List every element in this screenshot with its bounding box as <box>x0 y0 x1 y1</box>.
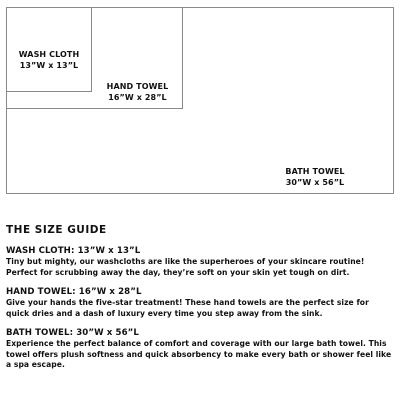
size-entry-description: Tiny but mighty, our washcloths are like the superheroes of your skincare routine! Perfect for scrubbing away the day, they’re soft on your skin yet tough on dirt. <box>6 257 365 277</box>
bath-towel-size: 30”W x 56”L <box>285 178 345 187</box>
size-entry-heading: BATH TOWEL: 30”W x 56”L <box>6 328 139 338</box>
bath-towel-name: BATH TOWEL <box>285 167 345 176</box>
size-guide <box>6 224 394 380</box>
wash-cloth-name: WASH CLOTH <box>18 50 80 59</box>
hand-towel-size: 16”W x 28”L <box>108 93 167 102</box>
size-guide-title: THE SIZE GUIDE <box>6 224 107 236</box>
bath-towel-label <box>260 166 370 188</box>
hand-towel-label <box>92 81 183 103</box>
size-entry-bath-towel <box>6 328 394 371</box>
wash-cloth-label <box>6 49 92 71</box>
size-entry-heading: WASH CLOTH: 13”W x 13”L <box>6 246 141 256</box>
wash-cloth-size: 13”W x 13”L <box>19 61 79 70</box>
size-entry-description: Give your hands the five-star treatment! These hand towels are the perfect size for quick dries and a dash of luxury every time you step away from the sink. <box>6 298 369 318</box>
hand-towel-name: HAND TOWEL <box>106 82 169 91</box>
size-entry-description: Experience the perfect balance of comfort and coverage with our large bath towel. This towel offers plush softness and quick absorbency to make every bath or shower feel like a spa escape. <box>6 339 392 369</box>
size-entry-wash-cloth <box>6 246 394 278</box>
size-entry-heading: HAND TOWEL: 16”W x 28”L <box>6 287 142 297</box>
size-entry-hand-towel <box>6 287 394 319</box>
